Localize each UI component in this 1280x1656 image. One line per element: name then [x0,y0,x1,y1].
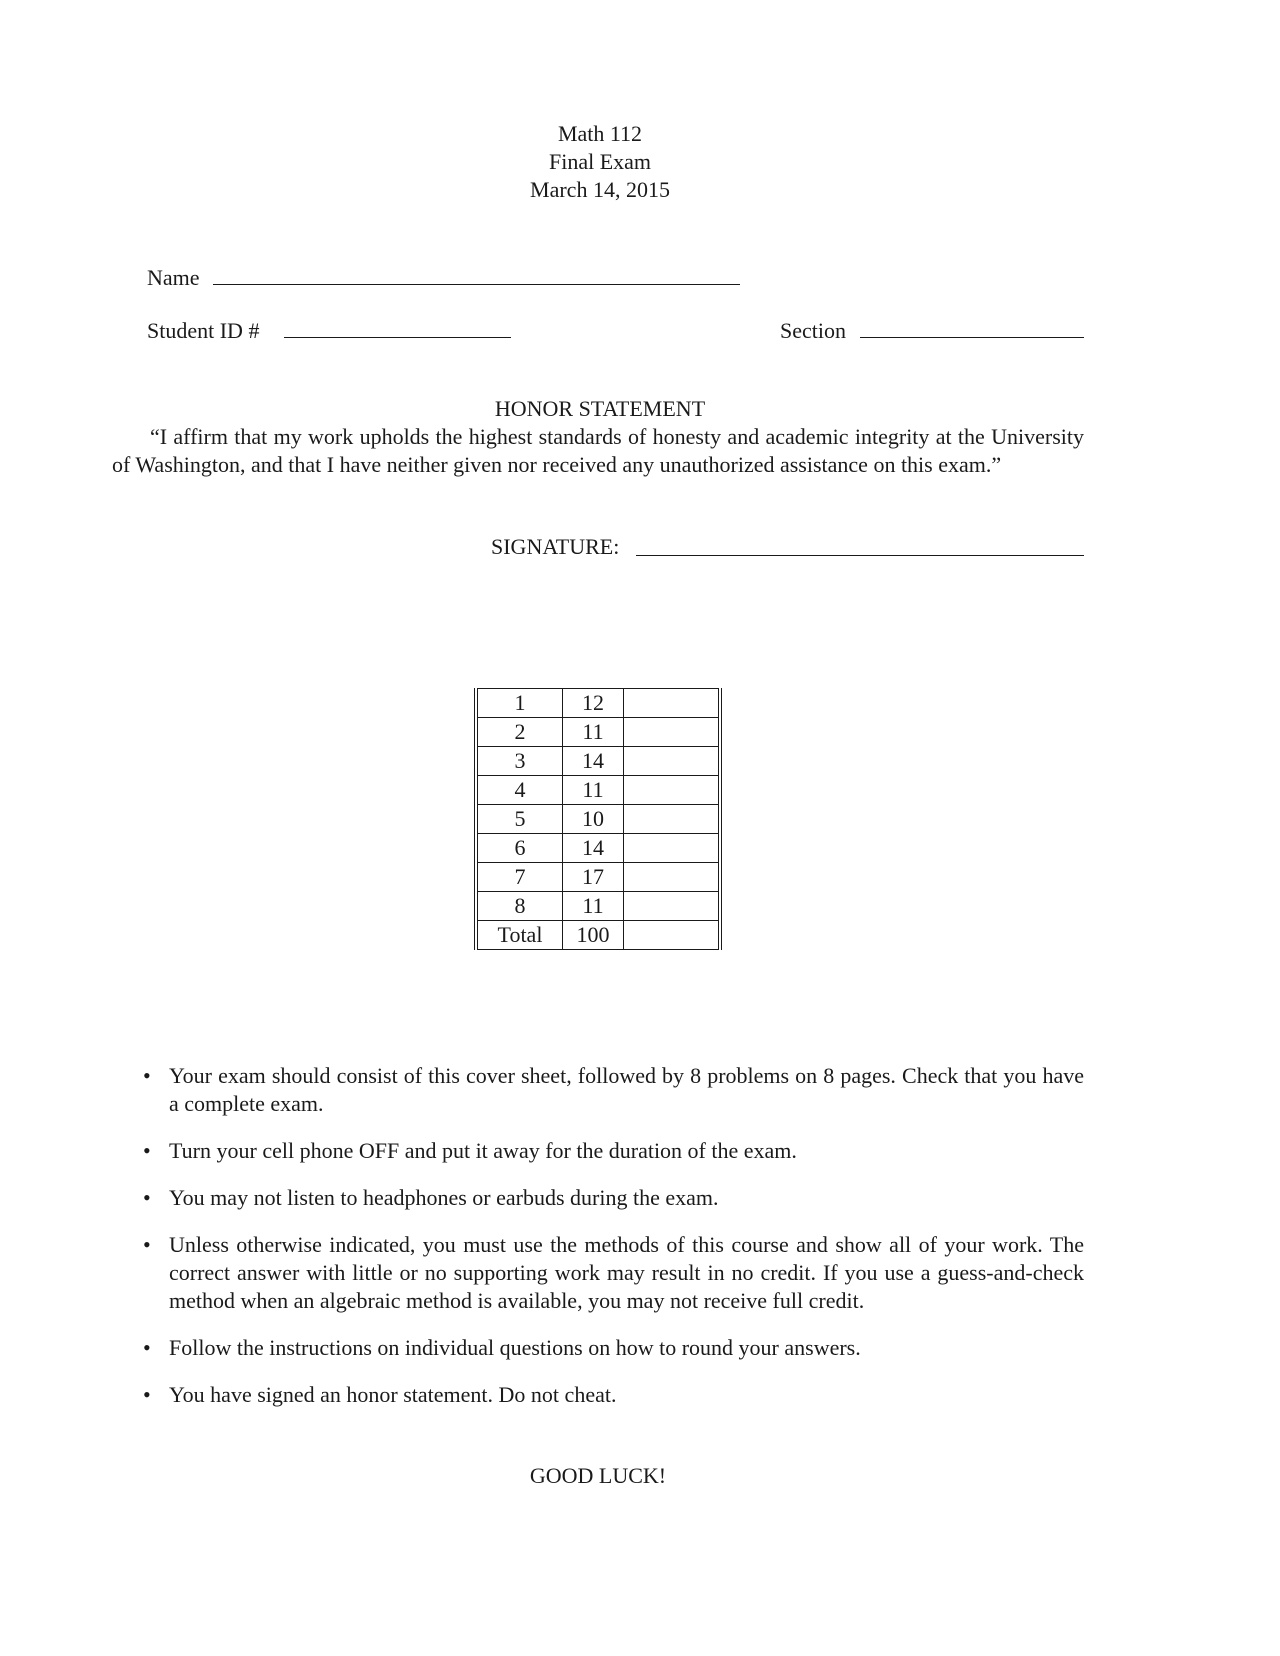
honor-statement-title: HONOR STATEMENT [494,396,706,421]
name-field[interactable] [213,284,740,285]
problem-points: 14 [563,834,624,863]
problem-number: Total [476,921,563,950]
honor-statement-text: “I affirm that my work upholds the highest standards of honesty and academic integrity at the University of Washington, and that I have neither given nor received any unauthorized assistance on this exam.” [112,424,1084,477]
instruction-item [140,1062,1084,1118]
problem-number: 6 [476,834,563,863]
score-cell[interactable] [624,747,721,776]
score-cell[interactable] [624,921,721,950]
score-row [476,892,720,921]
instruction-text: Your exam should consist of this cover sheet, followed by 8 problems on 8 pages. Check that you have a complete exam. [169,1063,1084,1116]
bullet-icon: • [143,1138,151,1163]
instruction-text: You may not listen to headphones or earbuds during the exam. [169,1185,719,1210]
problem-number: 2 [476,718,563,747]
bullet-icon: • [143,1232,151,1257]
score-row [476,805,720,834]
section-field[interactable] [860,337,1084,338]
problem-number: 8 [476,892,563,921]
bullet-icon: • [143,1382,151,1407]
problem-number: 1 [476,689,563,718]
score-row [476,747,720,776]
instruction-text: You have signed an honor statement. Do not cheat. [169,1382,617,1407]
score-cell[interactable] [624,805,721,834]
bullet-icon: • [143,1185,151,1210]
score-cell[interactable] [624,776,721,805]
section-label: Section [780,318,846,343]
problem-points: 10 [563,805,624,834]
problem-points: 11 [563,892,624,921]
score-row [476,921,720,950]
exam-date: March 14, 2015 [530,177,670,202]
score-cell[interactable] [624,863,721,892]
instruction-item [140,1231,1084,1315]
student-id-label: Student ID # [147,318,260,343]
score-row [476,718,720,747]
instruction-text: Turn your cell phone OFF and put it away for the duration of the exam. [169,1138,797,1163]
problem-number: 7 [476,863,563,892]
student-id-field[interactable] [284,337,511,338]
problem-number: 3 [476,747,563,776]
score-cell[interactable] [624,718,721,747]
problem-points: 14 [563,747,624,776]
problem-points: 100 [563,921,624,950]
score-cell[interactable] [624,834,721,863]
score-table [474,688,722,950]
problem-number: 4 [476,776,563,805]
good-luck-text: GOOD LUCK! [529,1463,667,1488]
course-title: Math 112 [557,121,643,146]
score-cell[interactable] [624,892,721,921]
score-cell[interactable] [624,689,721,718]
name-label: Name [147,265,200,290]
signature-field[interactable] [636,555,1084,556]
score-row [476,689,720,718]
exam-header [0,120,1200,204]
problem-points: 11 [563,718,624,747]
score-row [476,834,720,863]
instruction-item [140,1184,1084,1212]
problem-points: 11 [563,776,624,805]
instruction-text: Follow the instructions on individual questions on how to round your answers. [169,1335,861,1360]
instruction-item [140,1334,1084,1362]
score-row [476,776,720,805]
bullet-icon: • [143,1335,151,1360]
instruction-text: Unless otherwise indicated, you must use the methods of this course and show all of your work. The correct answer with little or no supporting work may result in no credit. If you use a guess-and-check method when an algebraic method is available, you may not receive full credit. [169,1232,1084,1313]
problem-number: 5 [476,805,563,834]
instruction-item [140,1381,1084,1409]
problem-points: 17 [563,863,624,892]
exam-title: Final Exam [548,149,652,174]
instruction-item [140,1137,1084,1165]
signature-label: SIGNATURE: [491,534,620,559]
problem-points: 12 [563,689,624,718]
bullet-icon: • [143,1063,151,1088]
score-row [476,863,720,892]
instructions-list [140,1062,1084,1428]
